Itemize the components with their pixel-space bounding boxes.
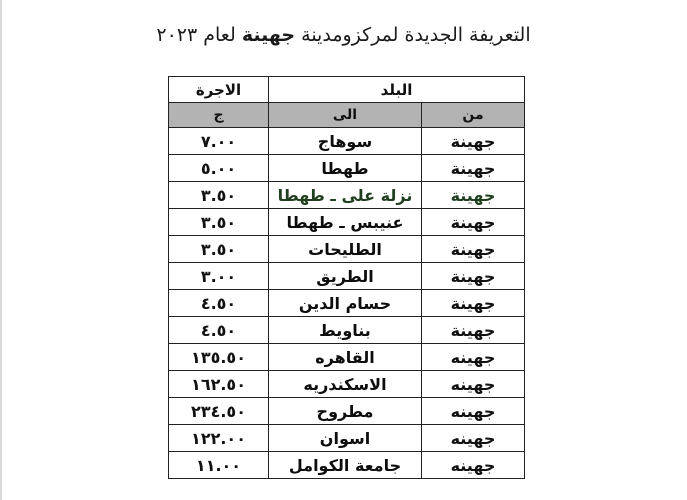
table-row: [169, 182, 525, 209]
table-row: [169, 398, 525, 425]
cell-to: عنيبس ـ طهطا: [269, 209, 422, 236]
cell-to: بناويط: [269, 317, 422, 344]
table-row: [169, 263, 525, 290]
table-row: [169, 452, 525, 479]
cell-fare: ١١.٠٠: [169, 452, 269, 479]
cell-fare: ١٦٢.٥٠: [169, 371, 269, 398]
left-page-edge: [0, 0, 2, 500]
cell-fare: ٤.٥٠: [169, 317, 269, 344]
table-row: [169, 371, 525, 398]
cell-fare: ٥.٠٠: [169, 155, 269, 182]
cell-from: جهينة: [422, 209, 525, 236]
cell-fare: ٤.٥٠: [169, 290, 269, 317]
cell-to: جامعة الكوامل: [269, 452, 422, 479]
cell-from: جهينة: [422, 317, 525, 344]
cell-fare: ٣.٥٠: [169, 209, 269, 236]
cell-fare: ٢٣٤.٥٠: [169, 398, 269, 425]
cell-to: الطليحات: [269, 236, 422, 263]
table-body: [169, 128, 525, 479]
cell-from: جهينه: [422, 425, 525, 452]
cell-fare: ٧.٠٠: [169, 128, 269, 155]
page-title: [0, 24, 687, 46]
subheader-currency: ج: [169, 103, 269, 128]
fare-table: [168, 76, 525, 479]
cell-to: حسام الدين: [269, 290, 422, 317]
cell-fare: ٣.٥٠: [169, 236, 269, 263]
cell-from: جهينه: [422, 398, 525, 425]
cell-from: جهينة: [422, 236, 525, 263]
subheader-from: من: [422, 103, 525, 128]
cell-to: سوهاج: [269, 128, 422, 155]
header-fare: الاجرة: [169, 77, 269, 103]
table-row: [169, 128, 525, 155]
title-city: جهينة: [241, 24, 296, 46]
table-row: [169, 155, 525, 182]
table-row: [169, 209, 525, 236]
cell-from: جهينه: [422, 452, 525, 479]
cell-from: جهينه: [422, 371, 525, 398]
table-row: [169, 290, 525, 317]
table-row: [169, 236, 525, 263]
title-prefix: التعريفة الجديدة لمركزومدينة: [301, 24, 531, 46]
table-row: [169, 317, 525, 344]
cell-to: اسوان: [269, 425, 422, 452]
cell-to: مطروح: [269, 398, 422, 425]
header-place: البلد: [269, 77, 525, 103]
cell-to: الاسكندريه: [269, 371, 422, 398]
cell-to: نزلة على ـ طهطا: [269, 182, 422, 209]
cell-from: جهينه: [422, 344, 525, 371]
cell-to: طهطا: [269, 155, 422, 182]
cell-fare: ٣.٥٠: [169, 182, 269, 209]
cell-fare: ١٣٥.٥٠: [169, 344, 269, 371]
title-suffix: لعام ٢٠٢٣: [156, 24, 236, 46]
cell-from: جهينة: [422, 182, 525, 209]
cell-from: جهينة: [422, 155, 525, 182]
subheader-to: الى: [269, 103, 422, 128]
cell-to: الطريق: [269, 263, 422, 290]
table-row: [169, 344, 525, 371]
cell-from: جهينة: [422, 128, 525, 155]
table-row: [169, 425, 525, 452]
cell-from: جهينة: [422, 263, 525, 290]
table-header-row: [169, 77, 525, 103]
cell-from: جهينة: [422, 290, 525, 317]
cell-fare: ١٢٢.٠٠: [169, 425, 269, 452]
cell-to: القاهره: [269, 344, 422, 371]
table-subheader-row: [169, 103, 525, 128]
cell-fare: ٣.٠٠: [169, 263, 269, 290]
